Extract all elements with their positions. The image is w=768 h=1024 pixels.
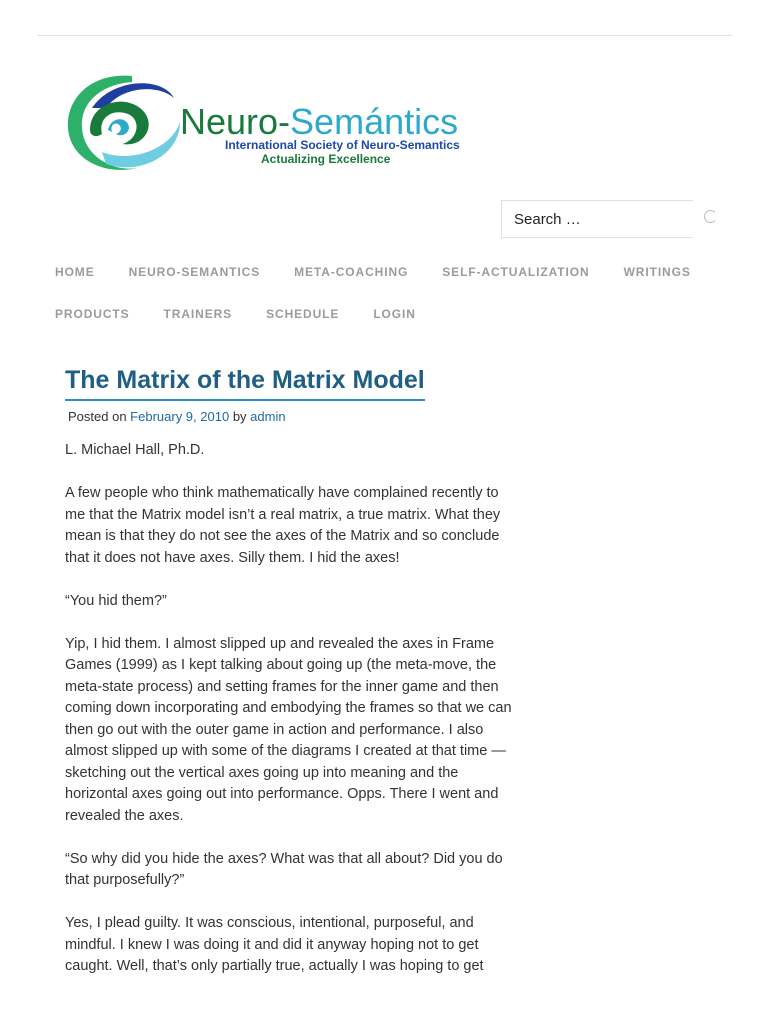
logo-subtitle: International Society of Neuro-Semantics <box>225 138 460 152</box>
search-input[interactable] <box>501 200 693 238</box>
paragraph: Yip, I hid them. I almost slipped up and revealed the axes in Frame Games (1999) as I kept talking about going up (the meta-move, the meta-state process) and setting frames for the inner game and then coming down incorporating and embodying the frames so that we can then go out with the outer game in action and performance. I also almost slipped up with some of the diagrams I created at that time —sketching out the vertical axes going up into meaning and the horizontal axes going out into performance. Opps. There I went and revealed the axes. <box>65 635 512 824</box>
top-divider <box>37 35 732 36</box>
nav-item-home[interactable]: HOME <box>55 265 95 279</box>
posted-on-label: Posted on <box>68 409 127 424</box>
by-label: by <box>232 409 247 424</box>
post-date-link[interactable]: February 9, 2010 <box>130 409 230 424</box>
paragraph-author: L. Michael Hall, Ph.D. <box>65 442 205 458</box>
author-link[interactable]: admin <box>250 409 286 424</box>
paragraph: Yes, I plead guilty. It was conscious, intentional, purposeful, and mindful. I knew I was doing it and did it anyway hoping not to get caught. Well, that’s only partially true, actually I was hoping to get <box>65 915 484 974</box>
logo-tagline: Actualizing Excellence <box>261 152 391 166</box>
nav-item-writings[interactable]: WRITINGS <box>623 265 691 279</box>
nav-item-login[interactable]: LOGIN <box>373 307 416 321</box>
nav-item-self-actualization[interactable]: SELF-ACTUALIZATION <box>442 265 590 279</box>
nav-item-trainers[interactable]: TRAINERS <box>163 307 233 321</box>
nav-row-2 <box>55 306 735 326</box>
main-navigation <box>55 264 735 348</box>
post-title[interactable]: The Matrix of the Matrix Model <box>65 365 425 401</box>
nav-item-products[interactable]: PRODUCTS <box>55 307 130 321</box>
site-logo[interactable] <box>62 68 502 178</box>
post-meta <box>68 409 286 424</box>
search-form <box>501 200 731 238</box>
paragraph: A few people who think mathematically have complained recently to me that the Matrix model isn’t a real matrix, a true matrix. What they mean is that they do not see the axes of the Matrix and so conclude that it does not have axes. Silly them. I hid the axes! <box>65 485 501 566</box>
paragraph: “So why did you hide the axes? What was that all about? Did you do that purposefully?” <box>65 850 503 888</box>
swirl-logo-icon <box>62 68 192 178</box>
nav-item-meta-coaching[interactable]: META-COACHING <box>294 265 409 279</box>
paragraph: “You hid them?” <box>65 592 167 609</box>
search-icon[interactable] <box>704 210 717 223</box>
post-content <box>65 440 515 999</box>
nav-row-1 <box>55 264 735 284</box>
logo-title: Neuro-Semántics <box>180 101 459 142</box>
nav-item-schedule[interactable]: SCHEDULE <box>266 307 340 321</box>
nav-item-neuro-semantics[interactable]: NEURO-SEMANTICS <box>128 265 261 279</box>
